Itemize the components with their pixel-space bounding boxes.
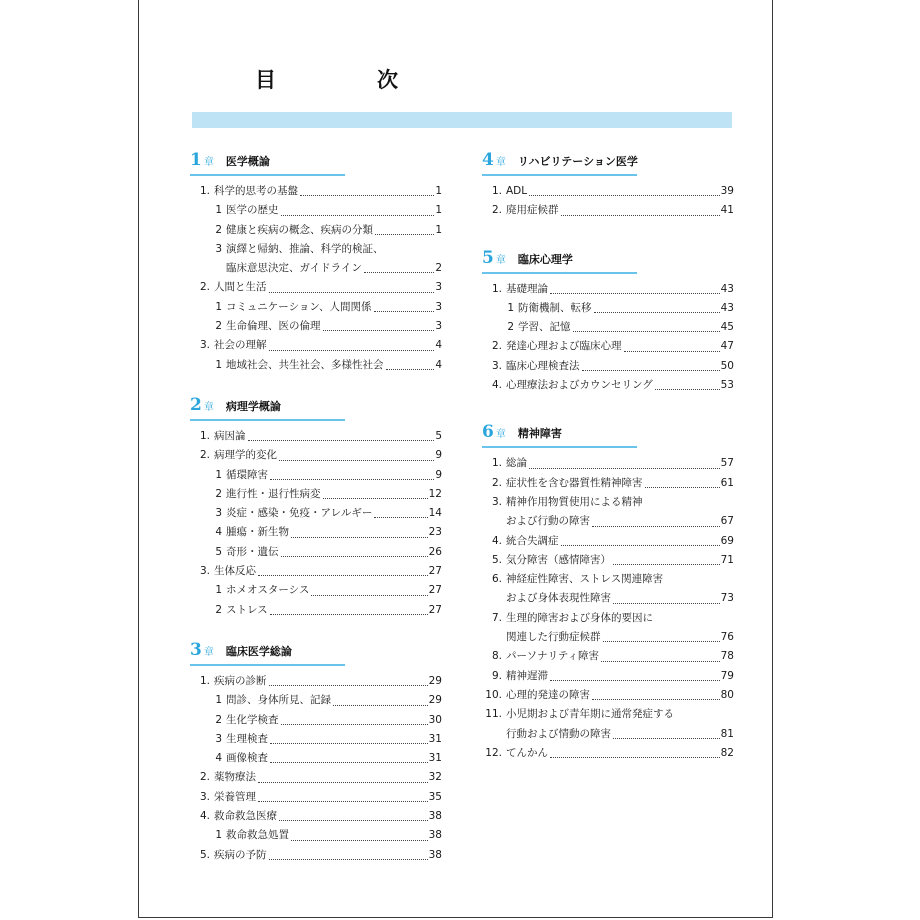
entry-label: 疾病の予防	[214, 848, 267, 861]
entry-page-number: 69	[720, 534, 734, 547]
toc-entry	[190, 730, 442, 749]
chapter-suffix: 章	[203, 401, 214, 413]
toc-entry	[190, 201, 442, 220]
chapter-title: 精神障害	[517, 427, 562, 441]
toc-entry	[482, 280, 734, 299]
entry-number: 3	[215, 732, 222, 745]
leader-dots	[592, 526, 720, 527]
toc-entry-first-line	[482, 609, 734, 628]
entry-number: 2	[215, 487, 222, 500]
entry-page-number: 12	[428, 487, 442, 500]
entry-page-number: 41	[720, 204, 734, 217]
leader-dots	[603, 641, 720, 642]
leader-dots	[375, 234, 434, 235]
leader-dots	[269, 292, 435, 293]
entry-label: 神経症性障害、ストレス関連障害	[506, 573, 664, 586]
entry-label: 救命救急医療	[214, 810, 277, 823]
entry-number: 2	[507, 321, 514, 334]
entry-label: 生理検査	[226, 732, 268, 745]
entry-number: 4.	[199, 810, 210, 823]
entry-number: 1	[215, 694, 222, 707]
toc-entry	[190, 446, 442, 465]
toc-entry-first-line	[482, 570, 734, 589]
entry-number: 3	[215, 507, 222, 520]
leader-dots	[248, 440, 435, 441]
chapter-gap	[482, 221, 734, 248]
chapter-section	[482, 422, 734, 763]
chapter-underline	[190, 174, 345, 176]
entry-page-number: 30	[428, 713, 442, 726]
entry-page-number: 14	[428, 507, 442, 520]
chapter-suffix: 章	[495, 429, 506, 441]
chapter-title: リハビリテーション医学	[517, 155, 638, 168]
toc-entry	[190, 826, 442, 845]
toc-entry	[190, 278, 442, 297]
entry-label: 生体反応	[214, 565, 256, 578]
chapter-underline	[482, 174, 637, 176]
entry-number: 1.	[199, 429, 210, 442]
entry-page-number: 1	[435, 185, 442, 197]
entry-page-number: 50	[720, 359, 734, 372]
leader-dots	[269, 685, 428, 686]
entry-label: 科学的思考の基盤	[214, 185, 298, 197]
entry-number: 3.	[199, 339, 210, 352]
toc-entry	[190, 427, 442, 446]
entry-label: 学習、記憶	[518, 321, 571, 334]
entry-label: 進行性・退行性病変	[226, 487, 321, 500]
entry-label: 精神遅滞	[506, 669, 548, 682]
entry-number: 4.	[491, 379, 502, 392]
toc-entry	[190, 356, 442, 375]
entry-page-number: 3	[435, 320, 442, 333]
entry-label: 症状性を含む器質性精神障害	[506, 476, 643, 489]
entry-label: 炎症・感染・免疫・アレルギー	[226, 507, 373, 520]
entry-label: 問診、身体所見、記録	[226, 694, 331, 707]
entry-number: 1	[215, 468, 222, 481]
entry-label: および行動の障害	[506, 515, 590, 528]
chapter-number: 1	[190, 150, 202, 170]
entry-page-number: 2	[435, 262, 442, 275]
entry-label: 救命救急処置	[226, 829, 289, 842]
entry-number: 2.	[491, 340, 502, 353]
entry-number: 2	[215, 223, 222, 236]
entry-label: 行動および情動の障害	[506, 727, 611, 740]
chapter-section	[190, 150, 442, 375]
toc-entry	[190, 788, 442, 807]
leader-dots	[270, 479, 434, 480]
entry-number: 2.	[199, 449, 210, 462]
entry-label: 生化学検査	[226, 713, 279, 726]
entry-page-number: 23	[428, 526, 442, 539]
leader-dots	[386, 369, 435, 370]
entry-label: 演繹と帰納、推論、科学的検証、	[226, 242, 384, 255]
entry-number: 6.	[491, 573, 502, 586]
toc-entry	[190, 749, 442, 768]
leader-dots	[269, 350, 435, 351]
toc-entry	[190, 562, 442, 581]
entry-number: 3.	[199, 565, 210, 578]
toc-entry	[190, 581, 442, 600]
entry-label: 健康と疾病の概念、疾病の分類	[226, 223, 373, 236]
chapter-heading	[482, 422, 734, 444]
leader-dots	[323, 330, 435, 331]
entry-number: 1	[507, 301, 514, 314]
entry-page-number: 29	[428, 674, 442, 687]
entry-page-number: 31	[428, 732, 442, 745]
toc-entry	[190, 298, 442, 317]
toc-entry	[190, 504, 442, 523]
toc-entry	[482, 589, 734, 608]
entry-label: てんかん	[506, 746, 548, 759]
page-title: 目 次	[255, 67, 438, 92]
chapter-heading	[190, 395, 442, 417]
leader-dots	[269, 859, 428, 860]
chapter-title: 臨床医学総論	[225, 644, 292, 658]
leader-dots	[291, 840, 428, 841]
entry-page-number: 43	[720, 301, 734, 314]
entry-label: 社会の理解	[214, 339, 267, 352]
toc-entry	[482, 667, 734, 686]
toc-entry	[190, 336, 442, 355]
toc-entry	[190, 807, 442, 826]
toc-entry	[190, 846, 442, 865]
entry-number: 1	[215, 204, 222, 217]
entry-label: 臨床意思決定、ガイドライン	[226, 262, 362, 275]
toc-entry	[190, 259, 442, 278]
toc-entry	[190, 768, 442, 787]
toc-entry	[482, 376, 734, 395]
chapter-suffix: 章	[495, 254, 506, 266]
toc-entry	[482, 357, 734, 376]
entry-number: 2	[215, 320, 222, 333]
leader-dots	[258, 575, 428, 576]
entry-page-number: 71	[720, 553, 734, 566]
entry-number: 9.	[491, 669, 502, 682]
toc-entry	[482, 551, 734, 570]
entry-page-number: 3	[435, 300, 442, 313]
entry-page-number: 29	[428, 694, 442, 707]
leader-dots	[613, 738, 720, 739]
entry-page-number: 57	[720, 457, 734, 470]
leader-dots	[281, 556, 428, 557]
entry-number: 1.	[491, 457, 502, 470]
toc-entry	[482, 744, 734, 763]
entry-label: 廃用症候群	[506, 204, 559, 217]
entry-page-number: 39	[720, 185, 734, 197]
entry-page-number: 76	[720, 631, 734, 644]
chapter-number: 4	[482, 150, 494, 170]
entry-number: 3.	[491, 359, 502, 372]
leader-dots	[624, 351, 720, 352]
leader-dots	[550, 757, 720, 758]
leader-dots	[258, 782, 428, 783]
entry-page-number: 4	[435, 339, 442, 352]
entry-page-number: 45	[720, 321, 734, 334]
leader-dots	[529, 195, 720, 196]
entry-label: 画像検査	[226, 752, 268, 765]
entry-label: 病理学的変化	[214, 449, 277, 462]
toc-column-left	[190, 150, 442, 865]
leader-dots	[270, 762, 428, 763]
entry-label: 栄養管理	[214, 790, 256, 803]
entry-number: 3.	[491, 495, 502, 508]
entry-number: 3.	[199, 790, 210, 803]
entry-page-number: 78	[720, 650, 734, 663]
entry-page-number: 27	[428, 603, 442, 616]
entry-number: 7.	[491, 611, 502, 624]
chapter-gap	[190, 620, 442, 640]
entry-number: 1	[215, 300, 222, 313]
toc-entry	[482, 454, 734, 473]
entry-label: コミュニケーション、人間関係	[226, 300, 372, 313]
entry-label: 精神作用物質使用による精神	[506, 495, 643, 508]
entry-number: 11.	[485, 708, 502, 721]
entry-page-number: 26	[428, 545, 442, 558]
leader-dots	[270, 614, 428, 615]
chapter-section	[482, 150, 734, 221]
chapter-title: 病理学概論	[225, 399, 281, 413]
entry-page-number: 9	[435, 449, 442, 462]
entry-number: 2.	[199, 281, 210, 294]
entry-label: パーソナリティ障害	[506, 650, 600, 663]
entry-page-number: 82	[720, 746, 734, 759]
entry-label: 臨床心理検査法	[506, 359, 580, 372]
entry-page-number: 3	[435, 281, 442, 294]
toc-entry	[482, 647, 734, 666]
toc-entry	[482, 512, 734, 531]
toc-entry	[190, 523, 442, 542]
leader-dots	[582, 370, 720, 371]
entry-page-number: 5	[435, 429, 442, 442]
entry-page-number: 73	[720, 592, 734, 605]
entry-label: 人間と生活	[214, 281, 267, 294]
leader-dots	[311, 595, 427, 596]
entry-page-number: 1	[435, 223, 442, 236]
toc-entry-first-line	[190, 240, 442, 259]
chapter-section	[190, 640, 442, 865]
entry-number: 1.	[199, 185, 210, 197]
entry-label: ADL	[506, 185, 528, 197]
leader-dots	[279, 820, 428, 821]
chapter-underline	[190, 664, 345, 666]
toc-entry	[482, 686, 734, 705]
chapter-section	[190, 395, 442, 620]
toc-entry	[190, 221, 442, 240]
entry-page-number: 9	[435, 468, 442, 481]
entry-label: 医学の歴史	[226, 204, 279, 217]
chapter-title: 臨床心理学	[517, 252, 573, 266]
toc-entry	[190, 317, 442, 336]
entry-page-number: 61	[720, 476, 734, 489]
entry-number: 12.	[485, 746, 502, 759]
entry-number: 2.	[491, 476, 502, 489]
entry-number: 10.	[485, 688, 502, 701]
leader-dots	[529, 468, 720, 469]
entry-label: 腫瘍・新生物	[226, 526, 289, 539]
entry-label: 統合失調症	[506, 534, 559, 547]
leader-dots	[279, 460, 434, 461]
entry-label: 病因論	[214, 429, 246, 442]
entry-label: ストレス	[226, 603, 268, 616]
leader-dots	[655, 389, 720, 390]
toc-entry	[482, 337, 734, 356]
entry-label: 基礎理論	[506, 282, 548, 295]
leader-dots	[364, 272, 434, 273]
entry-label: ホメオスターシス	[226, 584, 310, 597]
toc-entry-first-line	[482, 493, 734, 512]
chapter-underline	[482, 446, 637, 448]
toc-entry	[482, 201, 734, 220]
title-band	[192, 112, 732, 128]
entry-label: 薬物療法	[214, 771, 256, 784]
toc-entry	[482, 318, 734, 337]
entry-page-number: 53	[720, 379, 734, 392]
chapter-section	[482, 248, 734, 396]
entry-page-number: 81	[720, 727, 734, 740]
entry-number: 2	[215, 603, 222, 616]
entry-label: 総論	[506, 457, 527, 470]
toc-entry	[190, 466, 442, 485]
toc-entry	[190, 543, 442, 562]
leader-dots	[323, 498, 428, 499]
entry-page-number: 38	[428, 848, 442, 861]
leader-dots	[333, 705, 428, 706]
entry-page-number: 79	[720, 669, 734, 682]
entry-label: 発達心理および臨床心理	[506, 340, 622, 353]
leader-dots	[550, 680, 720, 681]
chapter-underline	[482, 272, 637, 274]
chapter-suffix: 章	[203, 157, 214, 168]
entry-number: 2.	[199, 771, 210, 784]
entry-page-number: 32	[428, 771, 442, 784]
entry-label: 循環障害	[226, 468, 268, 481]
entry-number: 1.	[491, 282, 502, 295]
chapter-gap	[190, 375, 442, 395]
chapter-heading	[190, 640, 442, 662]
chapter-number: 3	[190, 639, 202, 660]
chapter-heading	[190, 150, 442, 172]
entry-label: 生命倫理、医の倫理	[226, 320, 321, 333]
entry-page-number: 38	[428, 829, 442, 842]
chapter-heading	[482, 248, 734, 270]
entry-label: および身体表現性障害	[506, 592, 611, 605]
toc-entry	[482, 182, 734, 201]
entry-label: 心理療法およびカウンセリング	[506, 379, 653, 392]
entry-number: 3	[215, 242, 222, 255]
entry-number: 1	[215, 358, 222, 371]
entry-number: 4.	[491, 534, 502, 547]
entry-page-number: 35	[428, 790, 442, 803]
chapter-number: 2	[190, 394, 202, 415]
toc-entry	[190, 601, 442, 620]
entry-label: 生理的障害および身体的要因に	[506, 611, 653, 624]
entry-label: 関連した行動症候群	[506, 631, 601, 644]
leader-dots	[601, 661, 720, 662]
leader-dots	[281, 724, 428, 725]
entry-number: 5	[215, 545, 222, 558]
chapter-title: 医学概論	[225, 155, 270, 168]
leader-dots	[374, 311, 435, 312]
entry-number: 1	[215, 829, 222, 842]
leader-dots	[613, 603, 720, 604]
entry-label: 気分障害（感情障害）	[506, 553, 611, 566]
leader-dots	[270, 743, 428, 744]
entry-page-number: 80	[720, 688, 734, 701]
entry-number: 5.	[491, 553, 502, 566]
leader-dots	[613, 564, 720, 565]
entry-number: 4	[215, 752, 222, 765]
toc-entry	[190, 691, 442, 710]
entry-number: 2	[215, 713, 222, 726]
chapter-suffix: 章	[495, 157, 506, 168]
toc-entry	[482, 532, 734, 551]
entry-page-number: 47	[720, 340, 734, 353]
entry-number: 2.	[491, 204, 502, 217]
leader-dots	[281, 215, 435, 216]
entry-page-number: 31	[428, 752, 442, 765]
entry-page-number: 67	[720, 515, 734, 528]
toc-entry	[482, 628, 734, 647]
leader-dots	[550, 293, 720, 294]
toc-entry	[190, 182, 442, 201]
toc-entry	[190, 711, 442, 730]
toc-entry-first-line	[482, 705, 734, 724]
chapter-underline	[190, 419, 345, 421]
chapter-suffix: 章	[203, 646, 214, 658]
entry-number: 1.	[199, 674, 210, 687]
leader-dots	[561, 545, 720, 546]
entry-label: 奇形・遺伝	[226, 545, 279, 558]
entry-label: 地域社会、共生社会、多様性社会	[226, 358, 384, 371]
chapter-heading	[482, 150, 734, 172]
entry-label: 防衛機制、転移	[518, 301, 592, 314]
toc-entry	[190, 672, 442, 691]
entry-number: 1.	[491, 185, 502, 197]
entry-page-number: 43	[720, 282, 734, 295]
entry-page-number: 1	[435, 204, 442, 217]
entry-page-number: 27	[428, 565, 442, 578]
leader-dots	[258, 801, 428, 802]
leader-dots	[592, 699, 720, 700]
entry-page-number: 27	[428, 584, 442, 597]
toc-column-right	[482, 150, 734, 763]
leader-dots	[561, 215, 720, 216]
leader-dots	[291, 537, 428, 538]
chapter-number: 5	[482, 247, 494, 268]
entry-number: 8.	[491, 650, 502, 663]
chapter-number: 6	[482, 422, 494, 443]
entry-label: 心理的発達の障害	[506, 688, 590, 701]
entry-label: 小児期および青年期に通常発症する	[506, 708, 674, 721]
toc-entry	[482, 474, 734, 493]
entry-number: 4	[215, 526, 222, 539]
entry-page-number: 38	[428, 810, 442, 823]
entry-page-number: 4	[435, 358, 442, 371]
leader-dots	[645, 487, 720, 488]
entry-number: 1	[215, 584, 222, 597]
toc-entry	[482, 725, 734, 744]
toc-entry	[482, 299, 734, 318]
entry-number: 5.	[199, 848, 210, 861]
leader-dots	[374, 517, 427, 518]
leader-dots	[594, 312, 720, 313]
leader-dots	[300, 195, 434, 196]
toc-entry	[190, 485, 442, 504]
chapter-gap	[482, 395, 734, 422]
entry-label: 疾病の診断	[214, 674, 267, 687]
leader-dots	[573, 331, 720, 332]
